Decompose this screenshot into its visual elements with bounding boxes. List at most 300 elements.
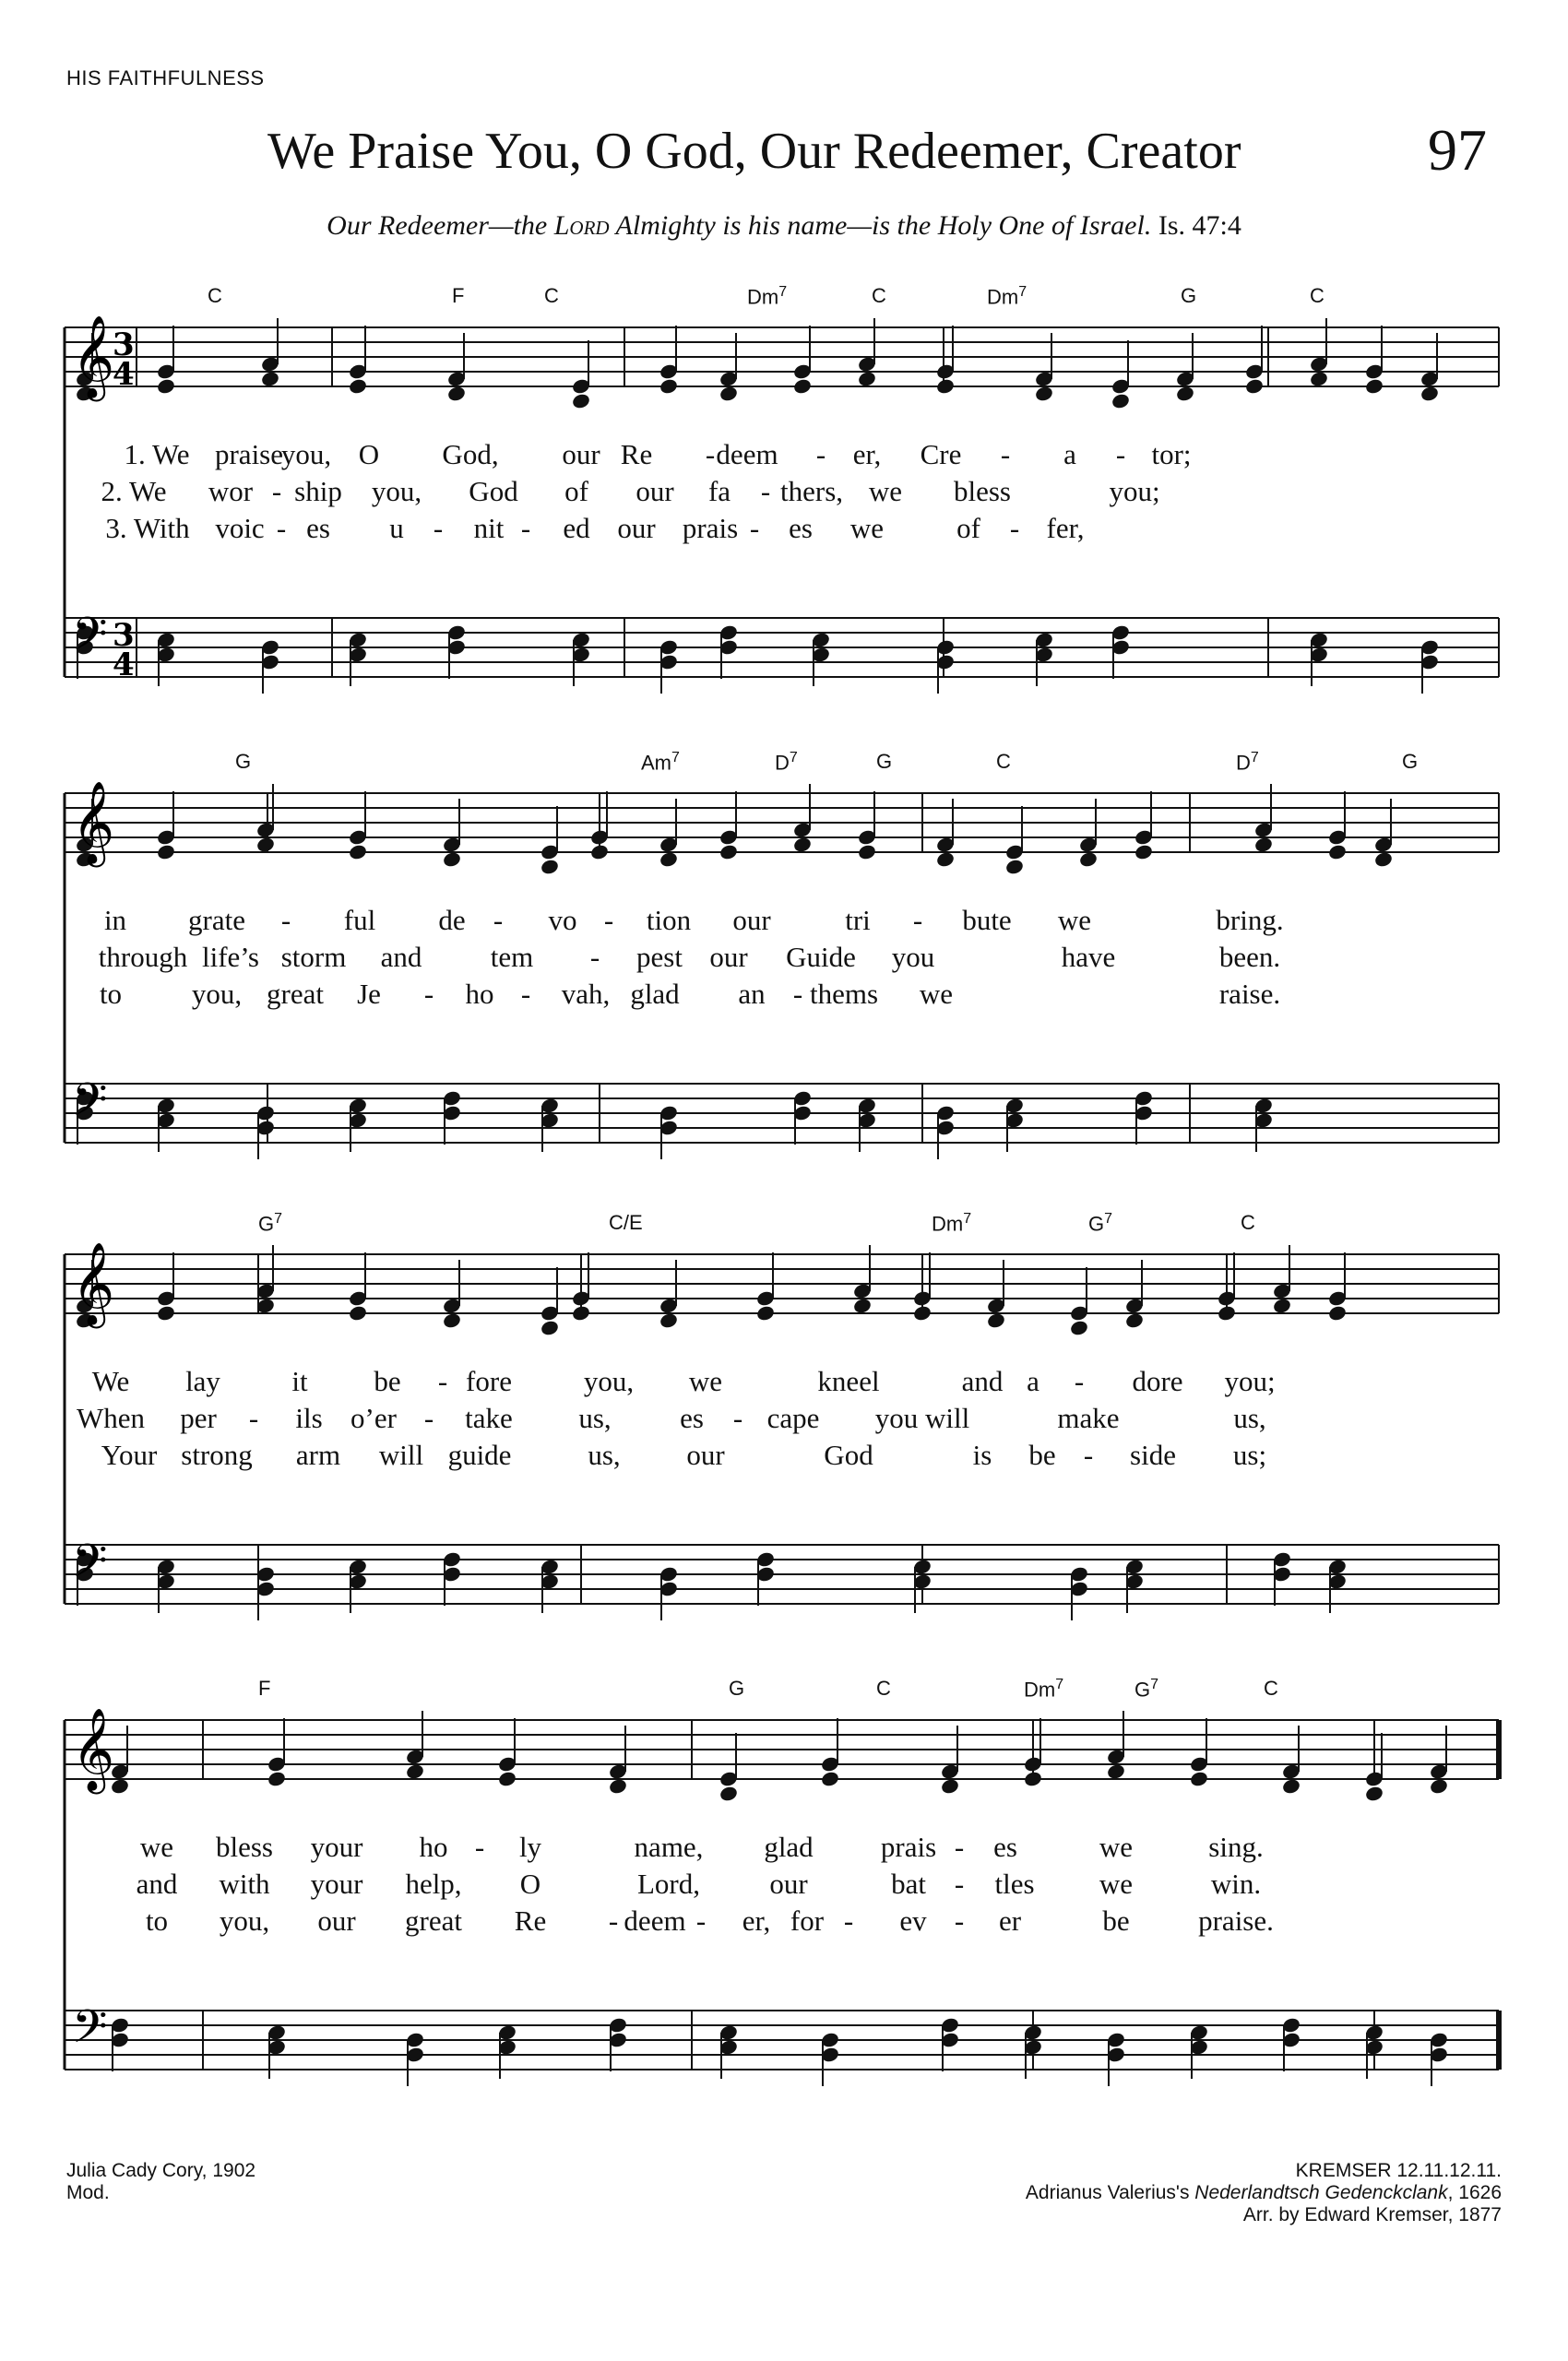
treble-note bbox=[1327, 1304, 1348, 1322]
lyric-syllable: - bbox=[1009, 512, 1020, 544]
lyric-syllable: - bbox=[1000, 438, 1011, 470]
treble-note bbox=[1111, 392, 1131, 409]
lyric-syllable: our bbox=[709, 941, 748, 973]
chord-symbol bbox=[1264, 1677, 1278, 1701]
lyric-syllable: vah, bbox=[561, 978, 611, 1010]
lyric-syllable: pest bbox=[636, 941, 683, 973]
lyric-syllable: glad bbox=[764, 1831, 814, 1863]
lyric-syllable: - bbox=[954, 1904, 965, 1937]
treble-staff bbox=[65, 318, 1499, 410]
lyric-syllable: - bbox=[815, 438, 826, 470]
epigraph-quote-a: Our Redeemer—the bbox=[327, 210, 554, 241]
chord-root: G bbox=[1134, 1678, 1151, 1702]
lyric-syllable: 1. We bbox=[124, 438, 190, 470]
lyric-syllable: bring. bbox=[1216, 904, 1284, 936]
treble-note bbox=[156, 377, 176, 395]
treble-note bbox=[1124, 1311, 1145, 1329]
treble-note bbox=[1429, 1777, 1449, 1795]
chord-extension: 7 bbox=[778, 284, 788, 300]
lyric-syllable: ho bbox=[419, 1831, 448, 1863]
chord-root: Dm bbox=[747, 285, 779, 309]
treble-note bbox=[1034, 385, 1054, 402]
lyric-syllable: When bbox=[76, 1402, 146, 1434]
lyric-syllable: be bbox=[1028, 1439, 1056, 1471]
chord-symbol bbox=[544, 284, 559, 308]
chord-symbol bbox=[775, 750, 798, 775]
lyric-syllable: take bbox=[465, 1402, 513, 1434]
tune-credit bbox=[1026, 2160, 1502, 2226]
treble-clef-icon: 𝄞 bbox=[72, 781, 115, 864]
lyric-syllable: er, bbox=[742, 1904, 771, 1937]
lyric-syllable: we bbox=[849, 512, 885, 544]
tune-arranger: Arr. by Edward Kremser, 1877 bbox=[1242, 2204, 1502, 2225]
lyric-syllable: - bbox=[520, 512, 531, 544]
treble-staff bbox=[65, 1245, 1499, 1337]
lyric-syllable: thems bbox=[809, 978, 879, 1010]
chord-root: Dm bbox=[987, 285, 1019, 309]
lyric-syllable: help, bbox=[405, 1868, 462, 1900]
treble-note bbox=[792, 377, 813, 395]
treble-note bbox=[1134, 843, 1154, 860]
lyric-syllable: praise bbox=[214, 438, 284, 470]
music-system-1 bbox=[65, 277, 1499, 719]
lyric-syllable: make bbox=[1057, 1402, 1120, 1434]
lyric-syllable: ship bbox=[294, 475, 342, 507]
tune-source-title: Nederlandtsch Gedenckclank bbox=[1194, 2182, 1448, 2203]
lyric-syllable: is bbox=[972, 1439, 992, 1471]
lyric-syllable: - bbox=[437, 1365, 448, 1397]
lyric-syllable: to bbox=[99, 978, 123, 1010]
lyric-syllable: Re bbox=[620, 438, 653, 470]
chord-extension: 7 bbox=[671, 750, 680, 765]
author-mod: Mod. bbox=[66, 2182, 110, 2203]
epigraph-quote-b: Almighty is his name—is the Holy One of Israel. bbox=[609, 210, 1152, 241]
lyric-syllable: tion bbox=[646, 904, 692, 936]
lyric-syllable: fa bbox=[707, 475, 731, 507]
lyric-syllable: - bbox=[792, 978, 803, 1010]
treble-clef-icon: 𝄞 bbox=[72, 1242, 115, 1325]
lyric-syllable: o’er bbox=[350, 1402, 397, 1434]
chord-root: D bbox=[1236, 751, 1251, 775]
lyric-syllable: you; bbox=[1224, 1365, 1276, 1397]
lyric-syllable: nit bbox=[473, 512, 505, 544]
bass-staff bbox=[65, 618, 1499, 694]
lyric-syllable: we bbox=[1057, 904, 1092, 936]
treble-note bbox=[852, 1297, 873, 1314]
chord-root: C bbox=[1310, 284, 1324, 307]
lyric-syllable: tri bbox=[845, 904, 871, 936]
lyric-syllable: and bbox=[136, 1868, 178, 1900]
bass-clef-icon: 𝄢 bbox=[72, 608, 108, 672]
treble-note bbox=[156, 843, 176, 860]
lyric-syllable: us; bbox=[1232, 1439, 1267, 1471]
lyric-syllable: de bbox=[438, 904, 466, 936]
chord-symbol bbox=[609, 1211, 643, 1235]
lyric-syllable: - bbox=[954, 1868, 965, 1900]
lyric-syllable: kneel bbox=[817, 1365, 880, 1397]
chord-symbol bbox=[1236, 750, 1259, 775]
lyric-syllable: your bbox=[310, 1868, 363, 1900]
lyric-syllable: - bbox=[433, 512, 444, 544]
tune-source-a: Adrianus Valerius's bbox=[1025, 2182, 1195, 2203]
lyric-syllable: ful bbox=[343, 904, 376, 936]
lyric-syllable: have bbox=[1061, 941, 1116, 973]
lyric-syllable: in bbox=[103, 904, 127, 936]
treble-note bbox=[1272, 1297, 1292, 1314]
treble-note bbox=[1364, 1785, 1384, 1802]
lyric-syllable: - bbox=[493, 904, 504, 936]
lyric-syllable: O bbox=[358, 438, 380, 470]
author-line: Julia Cady Cory, 1902 bbox=[66, 2160, 256, 2181]
lyric-syllable: er bbox=[998, 1904, 1022, 1937]
lyric-syllable: - bbox=[608, 1904, 619, 1937]
lyric-syllable: wor bbox=[208, 475, 254, 507]
lyric-syllable: through bbox=[98, 941, 188, 973]
bass-staff bbox=[65, 1084, 1499, 1159]
chord-symbol bbox=[1310, 284, 1324, 308]
section-label: HIS FAITHFULNESS bbox=[66, 66, 265, 89]
chord-symbol bbox=[208, 284, 222, 308]
lyric-syllable: dore bbox=[1132, 1365, 1183, 1397]
chord-symbol bbox=[987, 284, 1027, 309]
lyric-syllable: you, bbox=[219, 1904, 270, 1937]
chord-root: C bbox=[1241, 1211, 1255, 1234]
treble-note bbox=[935, 850, 956, 868]
lyric-syllable: bat bbox=[891, 1868, 926, 1900]
chord-extension: 7 bbox=[1104, 1211, 1113, 1227]
lyric-syllable: praise. bbox=[1198, 1904, 1274, 1937]
lyric-syllable: ils bbox=[295, 1402, 323, 1434]
bass-staff bbox=[65, 2011, 1499, 2086]
lyric-syllable: God, bbox=[442, 438, 499, 470]
chord-root: C/E bbox=[609, 1211, 643, 1234]
lyric-syllable: win. bbox=[1210, 1868, 1262, 1900]
chord-symbol bbox=[876, 1677, 891, 1701]
lyric-syllable: name, bbox=[634, 1831, 704, 1863]
lyric-syllable: - bbox=[520, 978, 531, 1010]
lyric-syllable: - bbox=[280, 904, 291, 936]
lyric-syllable: ev bbox=[899, 1904, 927, 1937]
lyric-syllable: 3. With bbox=[105, 512, 190, 544]
treble-note bbox=[719, 843, 739, 860]
treble-note bbox=[608, 1777, 628, 1795]
music-system-4 bbox=[65, 1669, 1499, 2112]
lyric-syllable: - bbox=[732, 1402, 743, 1434]
epigraph-reference: Is. 47:4 bbox=[1158, 210, 1241, 241]
treble-note bbox=[1373, 850, 1394, 868]
lyric-syllable: - bbox=[271, 475, 282, 507]
lyric-syllable: ed bbox=[563, 512, 590, 544]
lyric-syllable: sing. bbox=[1208, 1831, 1264, 1863]
lyric-syllable: bute bbox=[962, 904, 1012, 936]
treble-note bbox=[497, 1770, 517, 1787]
lyric-syllable: our bbox=[769, 1868, 808, 1900]
chord-root: G bbox=[729, 1677, 745, 1700]
chord-root: C bbox=[208, 284, 222, 307]
lyric-syllable: and bbox=[380, 941, 422, 973]
treble-note bbox=[348, 377, 368, 395]
lyric-syllable: a bbox=[1063, 438, 1076, 470]
lyric-syllable: to bbox=[145, 1904, 169, 1937]
lyric-syllable: bless bbox=[216, 1831, 273, 1863]
chord-root: G bbox=[235, 750, 252, 773]
treble-note bbox=[1004, 858, 1025, 875]
lyric-syllable: voic bbox=[215, 512, 265, 544]
treble-time-bottom: 4 bbox=[113, 356, 135, 393]
lyric-syllable: guide bbox=[447, 1439, 512, 1471]
chord-symbol bbox=[1134, 1677, 1158, 1702]
chord-root: G bbox=[1402, 750, 1419, 773]
lyric-syllable: Je bbox=[357, 978, 381, 1010]
lyric-syllable: prais bbox=[880, 1831, 937, 1863]
lyric-syllable: - bbox=[954, 1831, 965, 1863]
treble-note bbox=[1281, 1777, 1301, 1795]
lyric-syllable: storm bbox=[280, 941, 347, 973]
treble-note bbox=[1069, 1319, 1089, 1336]
treble-note bbox=[1078, 850, 1099, 868]
treble-note bbox=[755, 1304, 776, 1322]
lyric-syllable: tem bbox=[490, 941, 534, 973]
lyric-syllable: glad bbox=[630, 978, 680, 1010]
treble-note bbox=[986, 1311, 1006, 1329]
chord-root: C bbox=[544, 284, 559, 307]
lyric-syllable: - bbox=[423, 1402, 434, 1434]
lyric-syllable: prais bbox=[682, 512, 739, 544]
lyric-syllable: We bbox=[91, 1365, 130, 1397]
lyric-syllable: - bbox=[1083, 1439, 1094, 1471]
lyric-syllable: be bbox=[1102, 1904, 1130, 1937]
treble-note bbox=[348, 843, 368, 860]
lyric-syllable: and bbox=[961, 1365, 1004, 1397]
tune-source bbox=[1026, 2182, 1502, 2204]
lyric-syllable: us, bbox=[588, 1439, 621, 1471]
lyric-syllable: will bbox=[378, 1439, 424, 1471]
lyric-syllable: vo bbox=[548, 904, 577, 936]
lyric-syllable: with bbox=[219, 1868, 270, 1900]
chord-symbol bbox=[235, 750, 251, 774]
chord-symbol bbox=[258, 1211, 282, 1236]
lyric-syllable: life’s bbox=[202, 941, 259, 973]
treble-note bbox=[442, 850, 462, 868]
music-system-2 bbox=[65, 742, 1499, 1185]
lyric-syllable: a bbox=[1027, 1365, 1039, 1397]
chord-root: C bbox=[876, 1677, 891, 1700]
lyric-syllable: it bbox=[291, 1365, 308, 1397]
lyric-syllable: tor; bbox=[1151, 438, 1192, 470]
chord-root: C bbox=[996, 750, 1011, 773]
chord-symbol bbox=[258, 1677, 270, 1701]
treble-note bbox=[571, 1304, 591, 1322]
tune-source-b: , 1626 bbox=[1447, 2182, 1502, 2203]
lyric-syllable: great bbox=[405, 1904, 462, 1937]
treble-note bbox=[589, 843, 610, 860]
lyric-syllable: you, bbox=[371, 475, 422, 507]
lyric-syllable: we bbox=[139, 1831, 174, 1863]
chord-root: Am bbox=[641, 751, 671, 775]
staff-svg bbox=[65, 742, 1499, 1185]
treble-clef-icon: 𝄞 bbox=[72, 1708, 115, 1791]
lyric-syllable: er, bbox=[852, 438, 882, 470]
lyric-syllable: ly bbox=[518, 1831, 542, 1863]
lyric-syllable: es bbox=[306, 512, 330, 544]
lyric-syllable: Cre bbox=[920, 438, 962, 470]
chord-extension: 7 bbox=[1250, 750, 1259, 765]
lyric-syllable: you bbox=[891, 941, 935, 973]
lyric-syllable: our bbox=[317, 1904, 356, 1937]
lyric-syllable: per bbox=[180, 1402, 217, 1434]
treble-staff bbox=[65, 1711, 1499, 1803]
lyric-syllable: strong bbox=[181, 1439, 253, 1471]
treble-note bbox=[912, 1304, 932, 1322]
lyric-syllable: our bbox=[636, 475, 674, 507]
lyric-syllable: - bbox=[843, 1904, 854, 1937]
lyric-syllable: - bbox=[248, 1402, 259, 1434]
lyric-syllable: deem bbox=[716, 438, 778, 470]
lyric-syllable: for bbox=[790, 1904, 825, 1937]
lyric-syllable: deem bbox=[624, 1904, 686, 1937]
lyric-syllable: - bbox=[1115, 438, 1126, 470]
lyric-syllable: 2. We bbox=[101, 475, 167, 507]
chord-root: G bbox=[258, 1212, 275, 1236]
treble-note bbox=[719, 385, 739, 402]
treble-time-top: 3 bbox=[113, 326, 135, 363]
lyric-syllable: be bbox=[374, 1365, 401, 1397]
treble-note bbox=[267, 1770, 287, 1787]
treble-note bbox=[540, 1319, 560, 1336]
lyric-syllable: we bbox=[919, 978, 954, 1010]
treble-note bbox=[1253, 836, 1274, 853]
lyric-syllable: Re bbox=[514, 1904, 547, 1937]
epigraph bbox=[0, 210, 1568, 242]
lyric-syllable: raise. bbox=[1218, 978, 1281, 1010]
music-system-3 bbox=[65, 1204, 1499, 1646]
lyric-syllable: you, bbox=[280, 438, 332, 470]
treble-note bbox=[1309, 370, 1329, 387]
epigraph-lord: Lord bbox=[553, 210, 610, 241]
lyric-syllable: our bbox=[732, 904, 771, 936]
lyric-syllable: tles bbox=[994, 1868, 1035, 1900]
lyric-syllable: of bbox=[956, 512, 980, 544]
lyric-syllable: Lord, bbox=[636, 1868, 701, 1900]
chord-symbol bbox=[747, 284, 787, 309]
lyric-syllable: our bbox=[562, 438, 600, 470]
chord-symbol bbox=[1024, 1677, 1063, 1702]
chord-symbol bbox=[1088, 1211, 1112, 1236]
treble-note bbox=[1217, 1304, 1237, 1322]
treble-note bbox=[442, 1311, 462, 1329]
chord-root: G bbox=[1181, 284, 1197, 307]
lyric-syllable: - bbox=[603, 904, 614, 936]
lyric-syllable: - bbox=[705, 438, 716, 470]
treble-note bbox=[940, 1777, 960, 1795]
chord-symbol bbox=[876, 750, 892, 774]
lyric-syllable: ho bbox=[465, 978, 494, 1010]
lyric-syllable: we bbox=[688, 1365, 723, 1397]
lyric-syllable: lay bbox=[185, 1365, 220, 1397]
tune-name: KREMSER 12.11.12.11. bbox=[1295, 2160, 1502, 2181]
lyric-syllable: of bbox=[564, 475, 588, 507]
treble-note bbox=[659, 850, 679, 868]
treble-note bbox=[935, 377, 956, 395]
lyric-syllable: - bbox=[474, 1831, 485, 1863]
author-credit bbox=[66, 2160, 255, 2204]
lyric-syllable: bless bbox=[954, 475, 1011, 507]
hymn-number: 97 bbox=[1428, 117, 1487, 183]
lyric-syllable: u bbox=[389, 512, 404, 544]
chord-extension: 7 bbox=[1150, 1677, 1159, 1692]
lyric-syllable: Your bbox=[101, 1439, 158, 1471]
treble-note bbox=[1327, 843, 1348, 860]
lyric-syllable: - bbox=[1074, 1365, 1085, 1397]
treble-note bbox=[1106, 1762, 1126, 1780]
lyric-syllable: grate bbox=[188, 904, 245, 936]
chord-symbol bbox=[1402, 750, 1418, 774]
treble-note bbox=[719, 1785, 739, 1802]
lyric-syllable: we bbox=[1099, 1868, 1134, 1900]
treble-note bbox=[820, 1770, 840, 1787]
chord-root: D bbox=[775, 751, 790, 775]
lyric-syllable: our bbox=[617, 512, 656, 544]
chord-root: C bbox=[872, 284, 886, 307]
lyric-syllable: - bbox=[423, 978, 434, 1010]
bass-clef-icon: 𝄢 bbox=[72, 2000, 108, 2065]
lyric-syllable: great bbox=[267, 978, 324, 1010]
chord-symbol bbox=[641, 750, 680, 775]
chord-symbol bbox=[932, 1211, 971, 1236]
chord-symbol bbox=[729, 1677, 744, 1701]
lyric-syllable: Guide bbox=[786, 941, 856, 973]
lyric-syllable: - bbox=[276, 512, 287, 544]
lyric-syllable: God bbox=[824, 1439, 873, 1471]
bass-time-bottom: 4 bbox=[113, 647, 135, 683]
lyric-syllable: - bbox=[912, 904, 923, 936]
lyric-syllable: we bbox=[868, 475, 903, 507]
lyric-syllable: an bbox=[738, 978, 766, 1010]
lyric-syllable: we bbox=[1099, 1831, 1134, 1863]
treble-note bbox=[571, 392, 591, 409]
lyric-syllable: us, bbox=[578, 1402, 612, 1434]
treble-note bbox=[792, 836, 813, 853]
treble-note bbox=[659, 377, 679, 395]
treble-note bbox=[446, 385, 467, 402]
treble-note bbox=[659, 1311, 679, 1329]
lyric-syllable: fore bbox=[466, 1365, 512, 1397]
bass-staff bbox=[65, 1545, 1499, 1620]
chord-symbol bbox=[996, 750, 1011, 774]
chord-symbol bbox=[452, 284, 464, 308]
lyric-syllable: - bbox=[589, 941, 600, 973]
chord-root: C bbox=[1264, 1677, 1278, 1700]
treble-note bbox=[255, 836, 276, 853]
chord-root: F bbox=[258, 1677, 271, 1700]
chord-symbol bbox=[872, 284, 886, 308]
lyric-syllable: you will bbox=[874, 1402, 970, 1434]
lyric-syllable: God bbox=[469, 475, 518, 507]
treble-staff bbox=[65, 784, 1499, 876]
treble-note bbox=[348, 1304, 368, 1322]
treble-note bbox=[405, 1762, 425, 1780]
chord-root: Dm bbox=[932, 1212, 964, 1236]
lyric-syllable: been. bbox=[1218, 941, 1281, 973]
treble-note bbox=[1023, 1770, 1043, 1787]
bass-clef-icon: 𝄢 bbox=[72, 1535, 108, 1599]
treble-clef-icon: 𝄞 bbox=[72, 315, 115, 398]
lyric-syllable: your bbox=[310, 1831, 363, 1863]
treble-note bbox=[1175, 385, 1195, 402]
lyric-syllable: our bbox=[686, 1439, 725, 1471]
lyric-syllable: es bbox=[680, 1402, 704, 1434]
lyric-syllable: you; bbox=[1109, 475, 1160, 507]
